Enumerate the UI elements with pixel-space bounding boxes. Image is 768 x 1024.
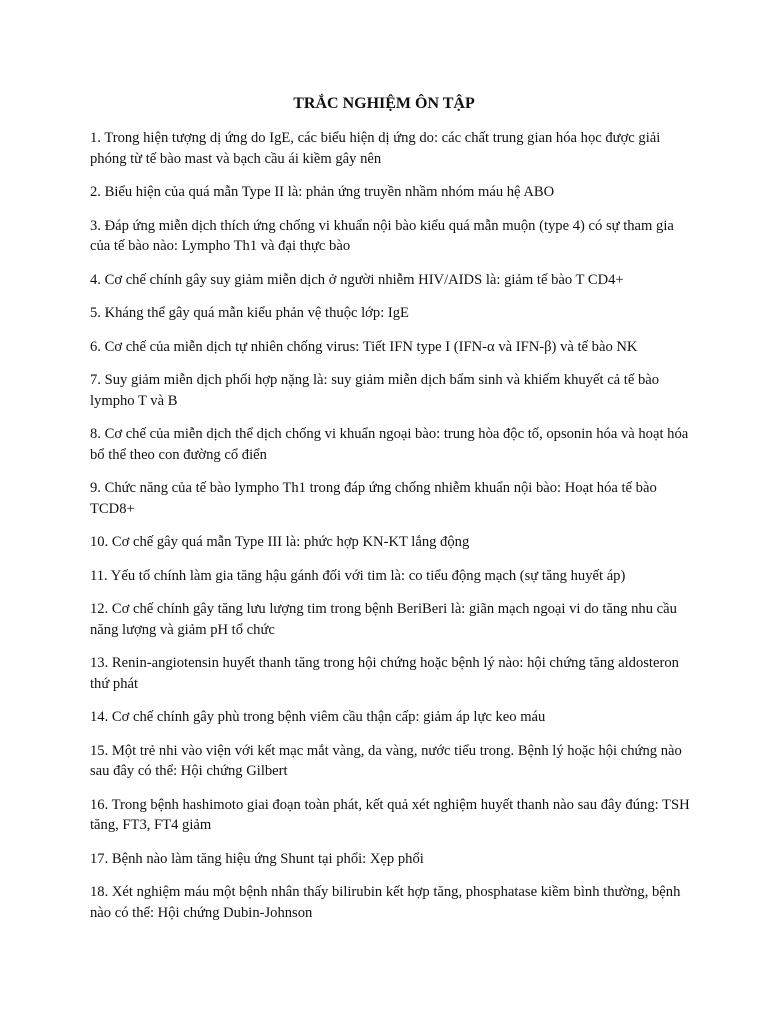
question-item: 9. Chức năng của tế bào lympho Th1 trong đáp ứng chống nhiễm khuẩn nội bào: Hoạt hóa tế bào TCD8+: [90, 480, 657, 517]
question-item: 6. Cơ chế của miễn dịch tự nhiên chống virus: Tiết IFN type I (IFN-α và IFN-β) và tế bào NK: [90, 338, 638, 355]
question-item: 15. Một trẻ nhi vào viện với kết mạc mắt vàng, da vàng, nước tiểu trong. Bệnh lý hoặc hội chứng nào sau đây có thể: Hội chứng Gilbert: [90, 742, 682, 779]
question-item: 16. Trong bệnh hashimoto giai đoạn toàn phát, kết quả xét nghiệm huyết thanh nào sau đây đúng: TSH tăng, FT3, FT4 giảm: [90, 796, 690, 833]
question-item: 5. Kháng thể gây quá mẫn kiểu phản vệ thuộc lớp: IgE: [90, 305, 409, 321]
page-title: TRẮC NGHIỆM ÔN TẬP: [293, 95, 475, 112]
question-item: 14. Cơ chế chính gây phù trong bệnh viêm cầu thận cấp: giảm áp lực keo máu: [90, 709, 546, 725]
question-item: 13. Renin-angiotensin huyết thanh tăng trong hội chứng hoặc bệnh lý nào: hội chứng tăng aldosteron thứ phát: [90, 655, 679, 692]
question-item: 10. Cơ chế gây quá mẫn Type III là: phức hợp KN-KT lắng động: [90, 534, 470, 550]
question-list: [90, 128, 690, 936]
question-item: 18. Xét nghiệm máu một bệnh nhân thấy bilirubin kết hợp tăng, phosphatase kiềm bình thường, bệnh nào có thể: Hội chứng Dubin-Johnson: [90, 884, 681, 921]
question-item: 17. Bệnh nào làm tăng hiệu ứng Shunt tại phổi: Xẹp phổi: [90, 850, 424, 867]
question-item: 3. Đáp ứng miễn dịch thích ứng chống vi khuẩn nội bào kiểu quá mẫn muộn (type 4) có sự tham gia của tế bào nào: Lympho Th1 và đại thực bào: [90, 217, 674, 254]
question-item: 8. Cơ chế của miễn dịch thể dịch chống vi khuẩn ngoại bào: trung hòa độc tố, opsonin hóa và hoạt hóa bổ thể theo con đường cổ điển: [90, 426, 689, 463]
question-item: 4. Cơ chế chính gây suy giảm miễn dịch ở người nhiễm HIV/AIDS là: giảm tế bào T CD4+: [90, 271, 624, 288]
question-item: 1. Trong hiện tượng dị ứng do IgE, các biểu hiện dị ứng do: các chất trung gian hóa học được giải phóng từ tế bào mast và bạch cầu ái kiềm gây nên: [90, 130, 661, 167]
question-item: 2. Biểu hiện của quá mẫn Type II là: phản ứng truyền nhầm nhóm máu hệ ABO: [90, 184, 555, 200]
question-item: 11. Yếu tố chính làm gia tăng hậu gánh đối với tim là: co tiểu động mạch (sự tăng huyết áp): [90, 567, 626, 584]
question-item: 7. Suy giảm miễn dịch phối hợp nặng là: suy giảm miễn dịch bẩm sinh và khiếm khuyết cả tế bào lympho T và B: [90, 372, 660, 409]
question-item: 12. Cơ chế chính gây tăng lưu lượng tim trong bệnh BeriBeri là: giãn mạch ngoại vi do tăng nhu cầu năng lượng và giảm pH tổ chức: [90, 601, 677, 638]
